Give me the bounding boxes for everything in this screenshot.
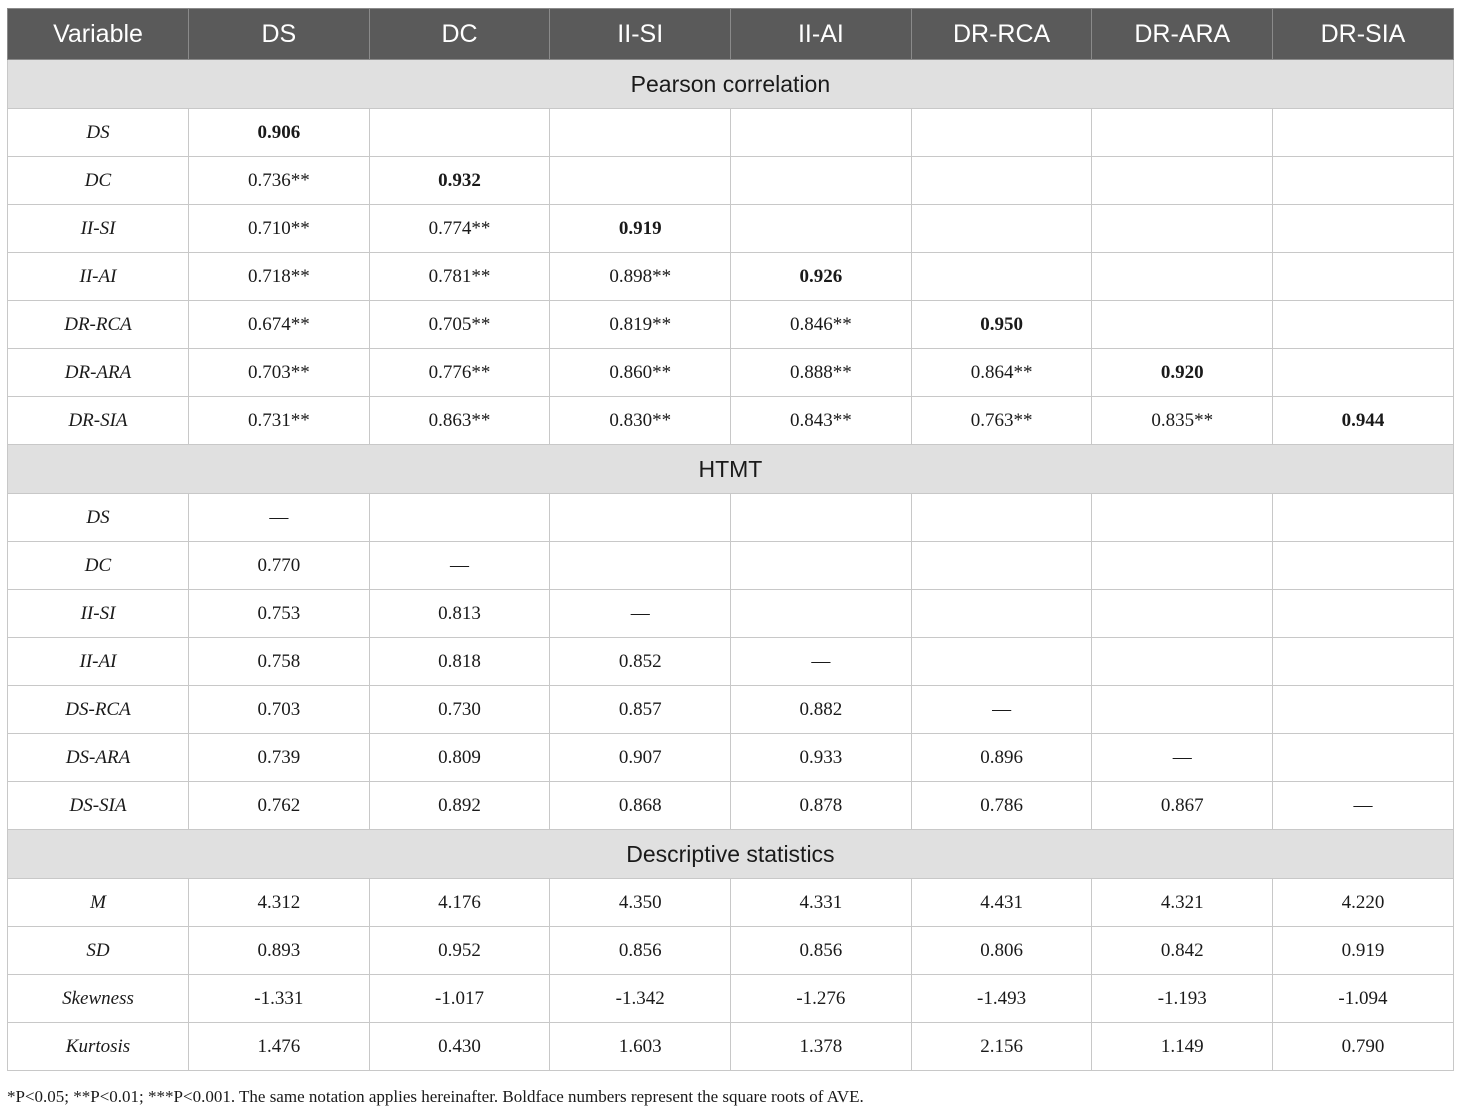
- table-cell: 0.906: [189, 109, 370, 157]
- row-label: II-SI: [8, 205, 189, 253]
- table-cell: -1.094: [1273, 975, 1454, 1023]
- table-row: [8, 782, 1454, 830]
- table-cell: 4.350: [550, 879, 731, 927]
- table-cell: [911, 494, 1092, 542]
- table-cell: 0.867: [1092, 782, 1273, 830]
- table-cell: 0.907: [550, 734, 731, 782]
- header-col: DS: [189, 9, 370, 60]
- table-cell: 0.860**: [550, 349, 731, 397]
- table-cell: 0.843**: [731, 397, 912, 445]
- table-cell: 0.893: [189, 927, 370, 975]
- table-cell: [731, 590, 912, 638]
- correlation-table-container: [7, 8, 1453, 1071]
- table-cell: -1.493: [911, 975, 1092, 1023]
- table-cell: 0.753: [189, 590, 370, 638]
- table-cell: [1273, 205, 1454, 253]
- table-cell: [1273, 109, 1454, 157]
- table-cell: [1273, 638, 1454, 686]
- table-cell: 0.944: [1273, 397, 1454, 445]
- table-cell: 0.868: [550, 782, 731, 830]
- table-row: [8, 301, 1454, 349]
- table-cell: 4.321: [1092, 879, 1273, 927]
- row-label: II-AI: [8, 638, 189, 686]
- table-cell: [1092, 301, 1273, 349]
- table-cell: 0.863**: [369, 397, 550, 445]
- table-row: [8, 686, 1454, 734]
- correlation-table: [7, 8, 1454, 1071]
- table-cell: [1273, 349, 1454, 397]
- table-cell: [731, 494, 912, 542]
- header-col: DR-RCA: [911, 9, 1092, 60]
- table-cell: 0.882: [731, 686, 912, 734]
- table-cell: 0.710**: [189, 205, 370, 253]
- table-cell: [1273, 590, 1454, 638]
- table-cell: [1092, 205, 1273, 253]
- table-cell: 0.842: [1092, 927, 1273, 975]
- table-cell: [1273, 686, 1454, 734]
- table-cell: [1273, 301, 1454, 349]
- table-cell: 0.770: [189, 542, 370, 590]
- table-cell: 0.888**: [731, 349, 912, 397]
- table-cell: [911, 157, 1092, 205]
- row-label: DS: [8, 109, 189, 157]
- table-cell: 0.705**: [369, 301, 550, 349]
- table-cell: 0.776**: [369, 349, 550, 397]
- table-cell: [911, 205, 1092, 253]
- row-label: DS-SIA: [8, 782, 189, 830]
- header-col: DC: [369, 9, 550, 60]
- header-col: DR-ARA: [1092, 9, 1273, 60]
- table-cell: [731, 157, 912, 205]
- row-label: DR-ARA: [8, 349, 189, 397]
- row-label: Kurtosis: [8, 1023, 189, 1071]
- table-cell: —: [911, 686, 1092, 734]
- table-cell: —: [369, 542, 550, 590]
- table-cell: 4.220: [1273, 879, 1454, 927]
- header-col: II-AI: [731, 9, 912, 60]
- table-row: [8, 109, 1454, 157]
- table-cell: 0.730: [369, 686, 550, 734]
- table-cell: —: [731, 638, 912, 686]
- table-cell: [369, 494, 550, 542]
- table-row: [8, 205, 1454, 253]
- table-cell: 0.892: [369, 782, 550, 830]
- table-cell: [1092, 494, 1273, 542]
- table-cell: 0.806: [911, 927, 1092, 975]
- table-cell: [1092, 590, 1273, 638]
- table-row: [8, 542, 1454, 590]
- row-label: M: [8, 879, 189, 927]
- table-header: [8, 9, 1454, 60]
- table-cell: —: [1273, 782, 1454, 830]
- table-cell: 0.920: [1092, 349, 1273, 397]
- table-cell: [550, 109, 731, 157]
- table-cell: 0.731**: [189, 397, 370, 445]
- table-cell: 0.809: [369, 734, 550, 782]
- row-label: DR-SIA: [8, 397, 189, 445]
- table-cell: 1.149: [1092, 1023, 1273, 1071]
- table-cell: 0.898**: [550, 253, 731, 301]
- table-cell: 0.762: [189, 782, 370, 830]
- table-cell: 0.790: [1273, 1023, 1454, 1071]
- table-row: [8, 349, 1454, 397]
- row-label: DC: [8, 542, 189, 590]
- table-cell: 0.819**: [550, 301, 731, 349]
- section-row: [8, 60, 1454, 109]
- table-cell: 4.431: [911, 879, 1092, 927]
- table-cell: [731, 205, 912, 253]
- row-label: II-AI: [8, 253, 189, 301]
- table-row: [8, 638, 1454, 686]
- table-cell: 0.878: [731, 782, 912, 830]
- table-cell: [1092, 638, 1273, 686]
- table-row: [8, 157, 1454, 205]
- table-cell: [550, 494, 731, 542]
- header-row: [8, 9, 1454, 60]
- table-cell: 0.950: [911, 301, 1092, 349]
- table-cell: 0.852: [550, 638, 731, 686]
- table-cell: 4.331: [731, 879, 912, 927]
- table-cell: 1.603: [550, 1023, 731, 1071]
- row-label: DC: [8, 157, 189, 205]
- table-cell: 0.674**: [189, 301, 370, 349]
- table-cell: [1273, 542, 1454, 590]
- header-col: DR-SIA: [1273, 9, 1454, 60]
- table-cell: 0.774**: [369, 205, 550, 253]
- table-cell: -1.331: [189, 975, 370, 1023]
- table-cell: [731, 542, 912, 590]
- table-cell: 0.919: [1273, 927, 1454, 975]
- row-label: Skewness: [8, 975, 189, 1023]
- table-cell: 0.896: [911, 734, 1092, 782]
- table-footnote: *P<0.05; **P<0.01; ***P<0.001. The same notation applies hereinafter. Boldface numbers represent the square roots of AVE.: [7, 1087, 864, 1106]
- header-variable: Variable: [8, 9, 189, 60]
- table-row: [8, 879, 1454, 927]
- table-cell: [911, 590, 1092, 638]
- table-cell: —: [1092, 734, 1273, 782]
- row-label: DS-ARA: [8, 734, 189, 782]
- table-cell: 0.835**: [1092, 397, 1273, 445]
- table-cell: 0.919: [550, 205, 731, 253]
- table-cell: 0.718**: [189, 253, 370, 301]
- table-cell: -1.017: [369, 975, 550, 1023]
- table-cell: [1092, 157, 1273, 205]
- table-cell: 0.703: [189, 686, 370, 734]
- table-cell: [1273, 494, 1454, 542]
- section-row: [8, 445, 1454, 494]
- table-cell: 4.312: [189, 879, 370, 927]
- table-cell: 0.739: [189, 734, 370, 782]
- table-cell: 0.926: [731, 253, 912, 301]
- table-cell: 0.758: [189, 638, 370, 686]
- row-label: SD: [8, 927, 189, 975]
- table-cell: [1273, 157, 1454, 205]
- table-row: [8, 734, 1454, 782]
- table-cell: 0.430: [369, 1023, 550, 1071]
- table-cell: 1.378: [731, 1023, 912, 1071]
- table-cell: [1092, 253, 1273, 301]
- table-cell: 0.703**: [189, 349, 370, 397]
- table-cell: -1.276: [731, 975, 912, 1023]
- table-row: [8, 397, 1454, 445]
- table-cell: 0.952: [369, 927, 550, 975]
- table-cell: [1092, 109, 1273, 157]
- section-title: HTMT: [8, 445, 1454, 494]
- table-cell: 4.176: [369, 879, 550, 927]
- table-cell: 0.781**: [369, 253, 550, 301]
- table-cell: 0.846**: [731, 301, 912, 349]
- header-col: II-SI: [550, 9, 731, 60]
- table-row: [8, 253, 1454, 301]
- row-label: DS: [8, 494, 189, 542]
- table-row: [8, 494, 1454, 542]
- table-cell: 0.856: [550, 927, 731, 975]
- table-cell: —: [550, 590, 731, 638]
- table-cell: -1.342: [550, 975, 731, 1023]
- table-cell: 0.933: [731, 734, 912, 782]
- table-cell: [1273, 734, 1454, 782]
- table-cell: 0.818: [369, 638, 550, 686]
- table-cell: 2.156: [911, 1023, 1092, 1071]
- table-cell: [550, 157, 731, 205]
- table-cell: [550, 542, 731, 590]
- table-cell: 0.786: [911, 782, 1092, 830]
- row-label: DS-RCA: [8, 686, 189, 734]
- table-cell: [731, 109, 912, 157]
- section-title: Pearson correlation: [8, 60, 1454, 109]
- table-cell: 0.857: [550, 686, 731, 734]
- table-cell: [1273, 253, 1454, 301]
- table-row: [8, 927, 1454, 975]
- table-cell: —: [189, 494, 370, 542]
- row-label: DR-RCA: [8, 301, 189, 349]
- table-cell: 0.813: [369, 590, 550, 638]
- table-row: [8, 590, 1454, 638]
- table-cell: [911, 109, 1092, 157]
- table-cell: [911, 542, 1092, 590]
- table-cell: [369, 109, 550, 157]
- table-row: [8, 1023, 1454, 1071]
- table-body: [8, 60, 1454, 1071]
- table-cell: 1.476: [189, 1023, 370, 1071]
- table-cell: [911, 638, 1092, 686]
- table-cell: 0.736**: [189, 157, 370, 205]
- table-cell: 0.830**: [550, 397, 731, 445]
- table-cell: 0.864**: [911, 349, 1092, 397]
- row-label: II-SI: [8, 590, 189, 638]
- table-cell: [911, 253, 1092, 301]
- table-cell: [1092, 542, 1273, 590]
- table-cell: 0.763**: [911, 397, 1092, 445]
- section-row: [8, 830, 1454, 879]
- table-cell: 0.932: [369, 157, 550, 205]
- table-cell: [1092, 686, 1273, 734]
- section-title: Descriptive statistics: [8, 830, 1454, 879]
- table-cell: 0.856: [731, 927, 912, 975]
- table-row: [8, 975, 1454, 1023]
- table-cell: -1.193: [1092, 975, 1273, 1023]
